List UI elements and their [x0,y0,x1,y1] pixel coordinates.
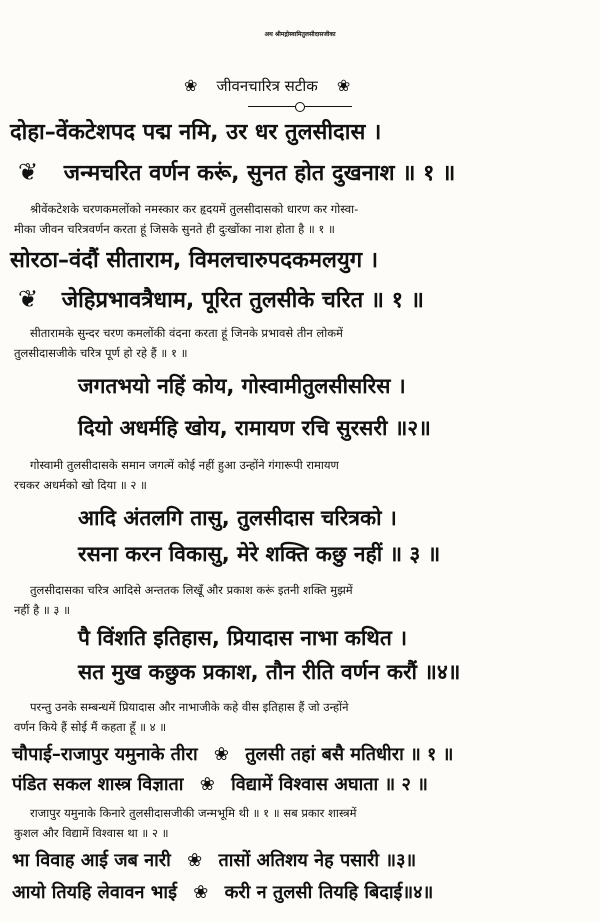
chaupai-2a-right: तासों अतिशय नेह पसारी ॥३॥ [218,850,417,871]
chaupai-1b-right: विद्यामें विश्वास अघाता ॥ २ ॥ [231,774,428,795]
gloss-line-3b: रचकर अधर्मको खो दिया ॥ २ ॥ [14,478,147,492]
verse-line-4b: सत मुख कछुक प्रकाश, तौन रीति वर्णन करौं ॥४॥ [78,660,461,684]
flower-ornament-icon: ❀ [213,744,229,765]
verse-line-2b: दियो अधर्महि खोय, रामायण रचि सुरसरी ॥२॥ [78,416,431,440]
gloss-line-6b: कुशल और विद्यामें विश्वास था ॥ २ ॥ [14,826,169,840]
chaupai-2b-right: करी न तुलसी तियहि बिदाई॥४॥ [224,882,434,903]
doha-line-1b-row [18,160,455,185]
verse-line-4a: पै विंशति इतिहास, प्रियादास नाभा कथित । [78,626,408,650]
gloss-line-1a: श्रीवेंकटेशके चरणकमलोंको नमस्कार कर हृदयमें तुलसीदासको धारण कर गोस्वा- [30,202,359,216]
doha-line-1b: जन्मचरित वर्णन करूं, सुनत होत दुखनाश ॥ १ ॥ [63,161,456,186]
gloss-line-2a: सीतारामके सुन्दर चरण कमलोंकी वंदना करता हूं जिनके प्रभावसे तीन लोकमें [30,326,343,340]
chaupai-1a-right: तुलसी तहां बसै मतिधीरा ॥ १ ॥ [245,744,454,765]
gloss-line-4b: नहीं है ॥ ३ ॥ [14,603,70,617]
chaupai-1b-left: पंडित सकल शास्त्र विज्ञाता [12,774,184,795]
page-subtitle: जीवनचारित्र सटीक [216,77,318,95]
sortha-line-1b: जेहिप्रभावत्रैधाम, पूरित तुलसीके चरित ॥ १ ॥ [61,288,424,313]
verse-line-3b: रसना करन विकासु, मेरे शक्ति कछु नहीं ॥ ३ ॥ [78,542,441,566]
chaupai-line-2a [12,852,416,870]
gloss-line-4a: तुलसीदासका चरित्र आदिसे अन्ततक लिखूँ और प्रकाश करूं इतनी शक्ति मुझमें [30,583,353,597]
flower-ornament-icon: ❀ [193,882,209,903]
chaupai-line-1a [12,746,453,764]
chaupai-2a-left: भा विवाह आई जब नारी [12,850,171,871]
gloss-line-1b: मीका जीवन चरित्रवर्णन करता हूं जिसके सुनते ही दुःखोंका नाश होता है ॥ १ ॥ [14,222,335,236]
doha-line-1a: दोहा–वेंकटेशपद पद्म नमि, उर धर तुलसीदास । [10,120,382,145]
flower-ornament-icon: ❀ [184,76,198,95]
gloss-line-6a: राजापुर यमुनाके किनारे तुलसीदासजीकी जन्मभूमि थी ॥ १ ॥ सब प्रकार शास्त्रमें [30,806,357,820]
chaupai-2b-left: आयो तियहि लेवावन भाई [12,882,177,903]
gloss-line-3a: गोस्वामी तुलसीदासके समान जगत्में कोई नहीं हुआ उन्होंने गंगारूपी रामायण [30,458,339,472]
flower-ornament-icon: ❀ [336,76,351,95]
gloss-line-5a: परन्तु उनके सम्बन्धमें प्रियादास और नाभाजीके कहे वीस इतिहास हैं जो उन्होंने [30,700,349,714]
chaupai-line-1b [12,776,428,794]
sortha-line-1a: सोरठा–वंदौं सीताराम, विमलचारुपदकमलयुग । [10,248,379,273]
flower-ornament-icon: ❀ [199,774,215,795]
gloss-line-2b: तुलसीदासजीके चरित्र पूर्ण हो रहे हैं ॥ १ ॥ [14,346,188,360]
leaf-ornament-icon: ❦ [18,158,39,186]
page-title: अथ श्रीमद्गोस्वामितुलसीदासजीका [264,31,336,38]
divider-rule [248,106,352,107]
subtitle-row [184,78,350,94]
sortha-line-1b-row [18,287,424,312]
chaupai-line-2b [12,884,433,902]
flower-ornament-icon: ❀ [187,850,203,871]
leaf-ornament-icon: ❦ [18,285,39,313]
gloss-line-5b: वर्णन किये हैं सोई मैं कहता हूँ ॥ ४ ॥ [14,720,167,734]
chaupai-1a-left: चौपाई–राजापुर यमुनाके तीरा [12,744,198,765]
verse-line-3a: आदि अंतलगि तासु, तुलसीदास चरित्रको । [78,506,397,530]
verse-line-2a: जगतभयो नहिं कोय, गोस्वामीतुलसीसरिस । [78,374,406,398]
